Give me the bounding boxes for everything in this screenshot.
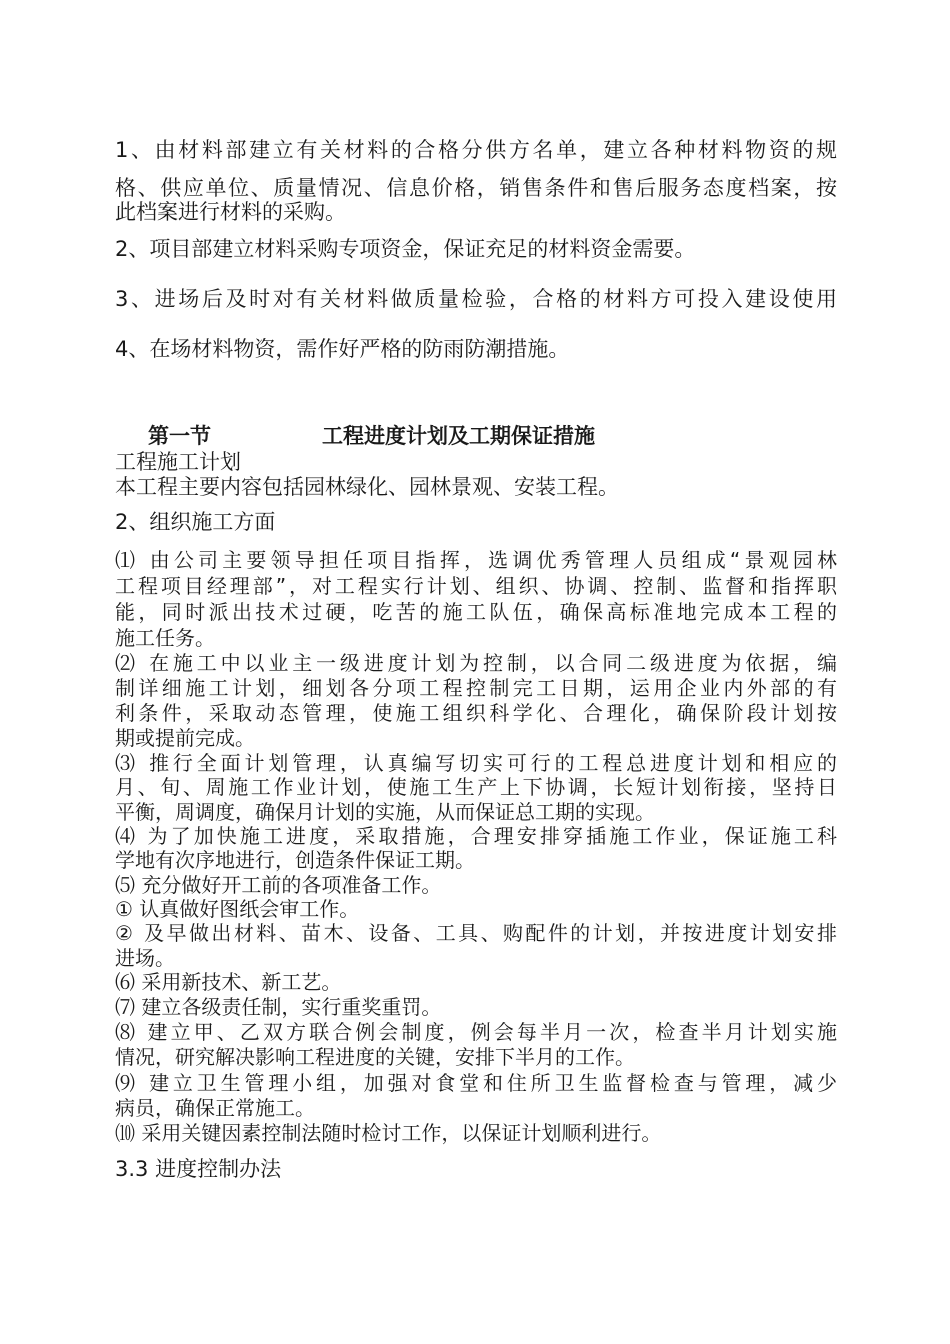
plan-line: 进场。 [115, 946, 175, 970]
materials-item-1-line-2: 格、供应单位、质量情况、信息价格，销售条件和售后服务态度档案，按 [115, 176, 837, 200]
plan-line: ⑴ 由公司主要领导担任项目指挥，选调优秀管理人员组成“景观园林 [115, 548, 837, 572]
plan-line: 月、旬、周施工作业计划，使施工生产上下协调，长短计划衔接，坚持日 [115, 775, 837, 799]
plan-line: 施工任务。 [115, 626, 215, 650]
plan-line: 病员，确保正常施工。 [115, 1096, 315, 1120]
plan-line: ② 及早做出材料、苗木、设备、工具、购配件的计划，并按进度计划安排 [115, 921, 837, 945]
plan-line: ⑽ 采用关键因素控制法随时检讨工作，以保证计划顺利进行。 [115, 1121, 662, 1145]
plan-line: ⑶ 推行全面计划管理，认真编写切实可行的工程总进度计划和相应的 [115, 751, 837, 775]
materials-item-4: 4、在场材料物资，需作好严格的防雨防潮措施。 [115, 337, 570, 361]
plan-intro: 本工程主要内容包括园林绿化、园林景观、安装工程。 [115, 475, 619, 499]
plan-line: 情况，研究解决影响工程进度的关键，安排下半月的工作。 [115, 1045, 635, 1069]
next-heading: 3.3 进度控制办法 [115, 1157, 282, 1181]
section-title: 工程进度计划及工期保证措施 [322, 424, 595, 448]
materials-item-1-line-3: 此档案进行材料的采购。 [115, 200, 346, 224]
plan-line: ⑻ 建立甲、乙双方联合例会制度，例会每半月一次，检查半月计划实施 [115, 1020, 837, 1044]
plan-line: ⑼ 建立卫生管理小组，加强对食堂和住所卫生监督检查与管理，减少 [115, 1071, 837, 1095]
plan-line: ⑸ 充分做好开工前的各项准备工作。 [115, 873, 442, 897]
plan-line: 能，同时派出技术过硬，吃苦的施工队伍，确保高标准地完成本工程的 [115, 600, 837, 624]
plan-line: ① 认真做好图纸会审工作。 [115, 897, 360, 921]
materials-item-2: 2、项目部建立材料采购专项资金，保证充足的材料资金需要。 [115, 237, 696, 261]
plan-line: 制详细施工计划，细划各分项工程控制完工日期，运用企业内外部的有 [115, 676, 837, 700]
materials-item-1-line-1: 1、由材料部建立有关材料的合格分供方名单，建立各种材料物资的规 [115, 138, 837, 162]
section-number: 第一节 [148, 424, 211, 448]
plan-line: 工程项目经理部”，对工程实行计划、组织、协调、控制、监督和指挥职 [115, 574, 837, 598]
plan-line: ⑷ 为了加快施工进度，采取措施，合理安排穿插施工作业，保证施工科 [115, 824, 837, 848]
plan-heading: 工程施工计划 [115, 450, 241, 474]
plan-line: ⑺ 建立各级责任制，实行重奖重罚。 [115, 995, 442, 1019]
plan-line: ⑹ 采用新技术、新工艺。 [115, 970, 342, 994]
plan-line: ⑵ 在施工中以业主一级进度计划为控制，以合同二级进度为依据，编 [115, 651, 837, 675]
materials-item-3: 3、进场后及时对有关材料做质量检验，合格的材料方可投入建设使用 [115, 287, 837, 311]
plan-sub-heading: 2、组织施工方面 [115, 510, 276, 534]
plan-line: 利条件，采取动态管理，使施工组织科学化、合理化，确保阶段计划按 [115, 701, 837, 725]
plan-line: 期或提前完成。 [115, 726, 255, 750]
plan-line: 平衡，周调度，确保月计划的实施，从而保证总工期的实现。 [115, 800, 655, 824]
plan-line: 学地有次序地进行，创造条件保证工期。 [115, 848, 475, 872]
